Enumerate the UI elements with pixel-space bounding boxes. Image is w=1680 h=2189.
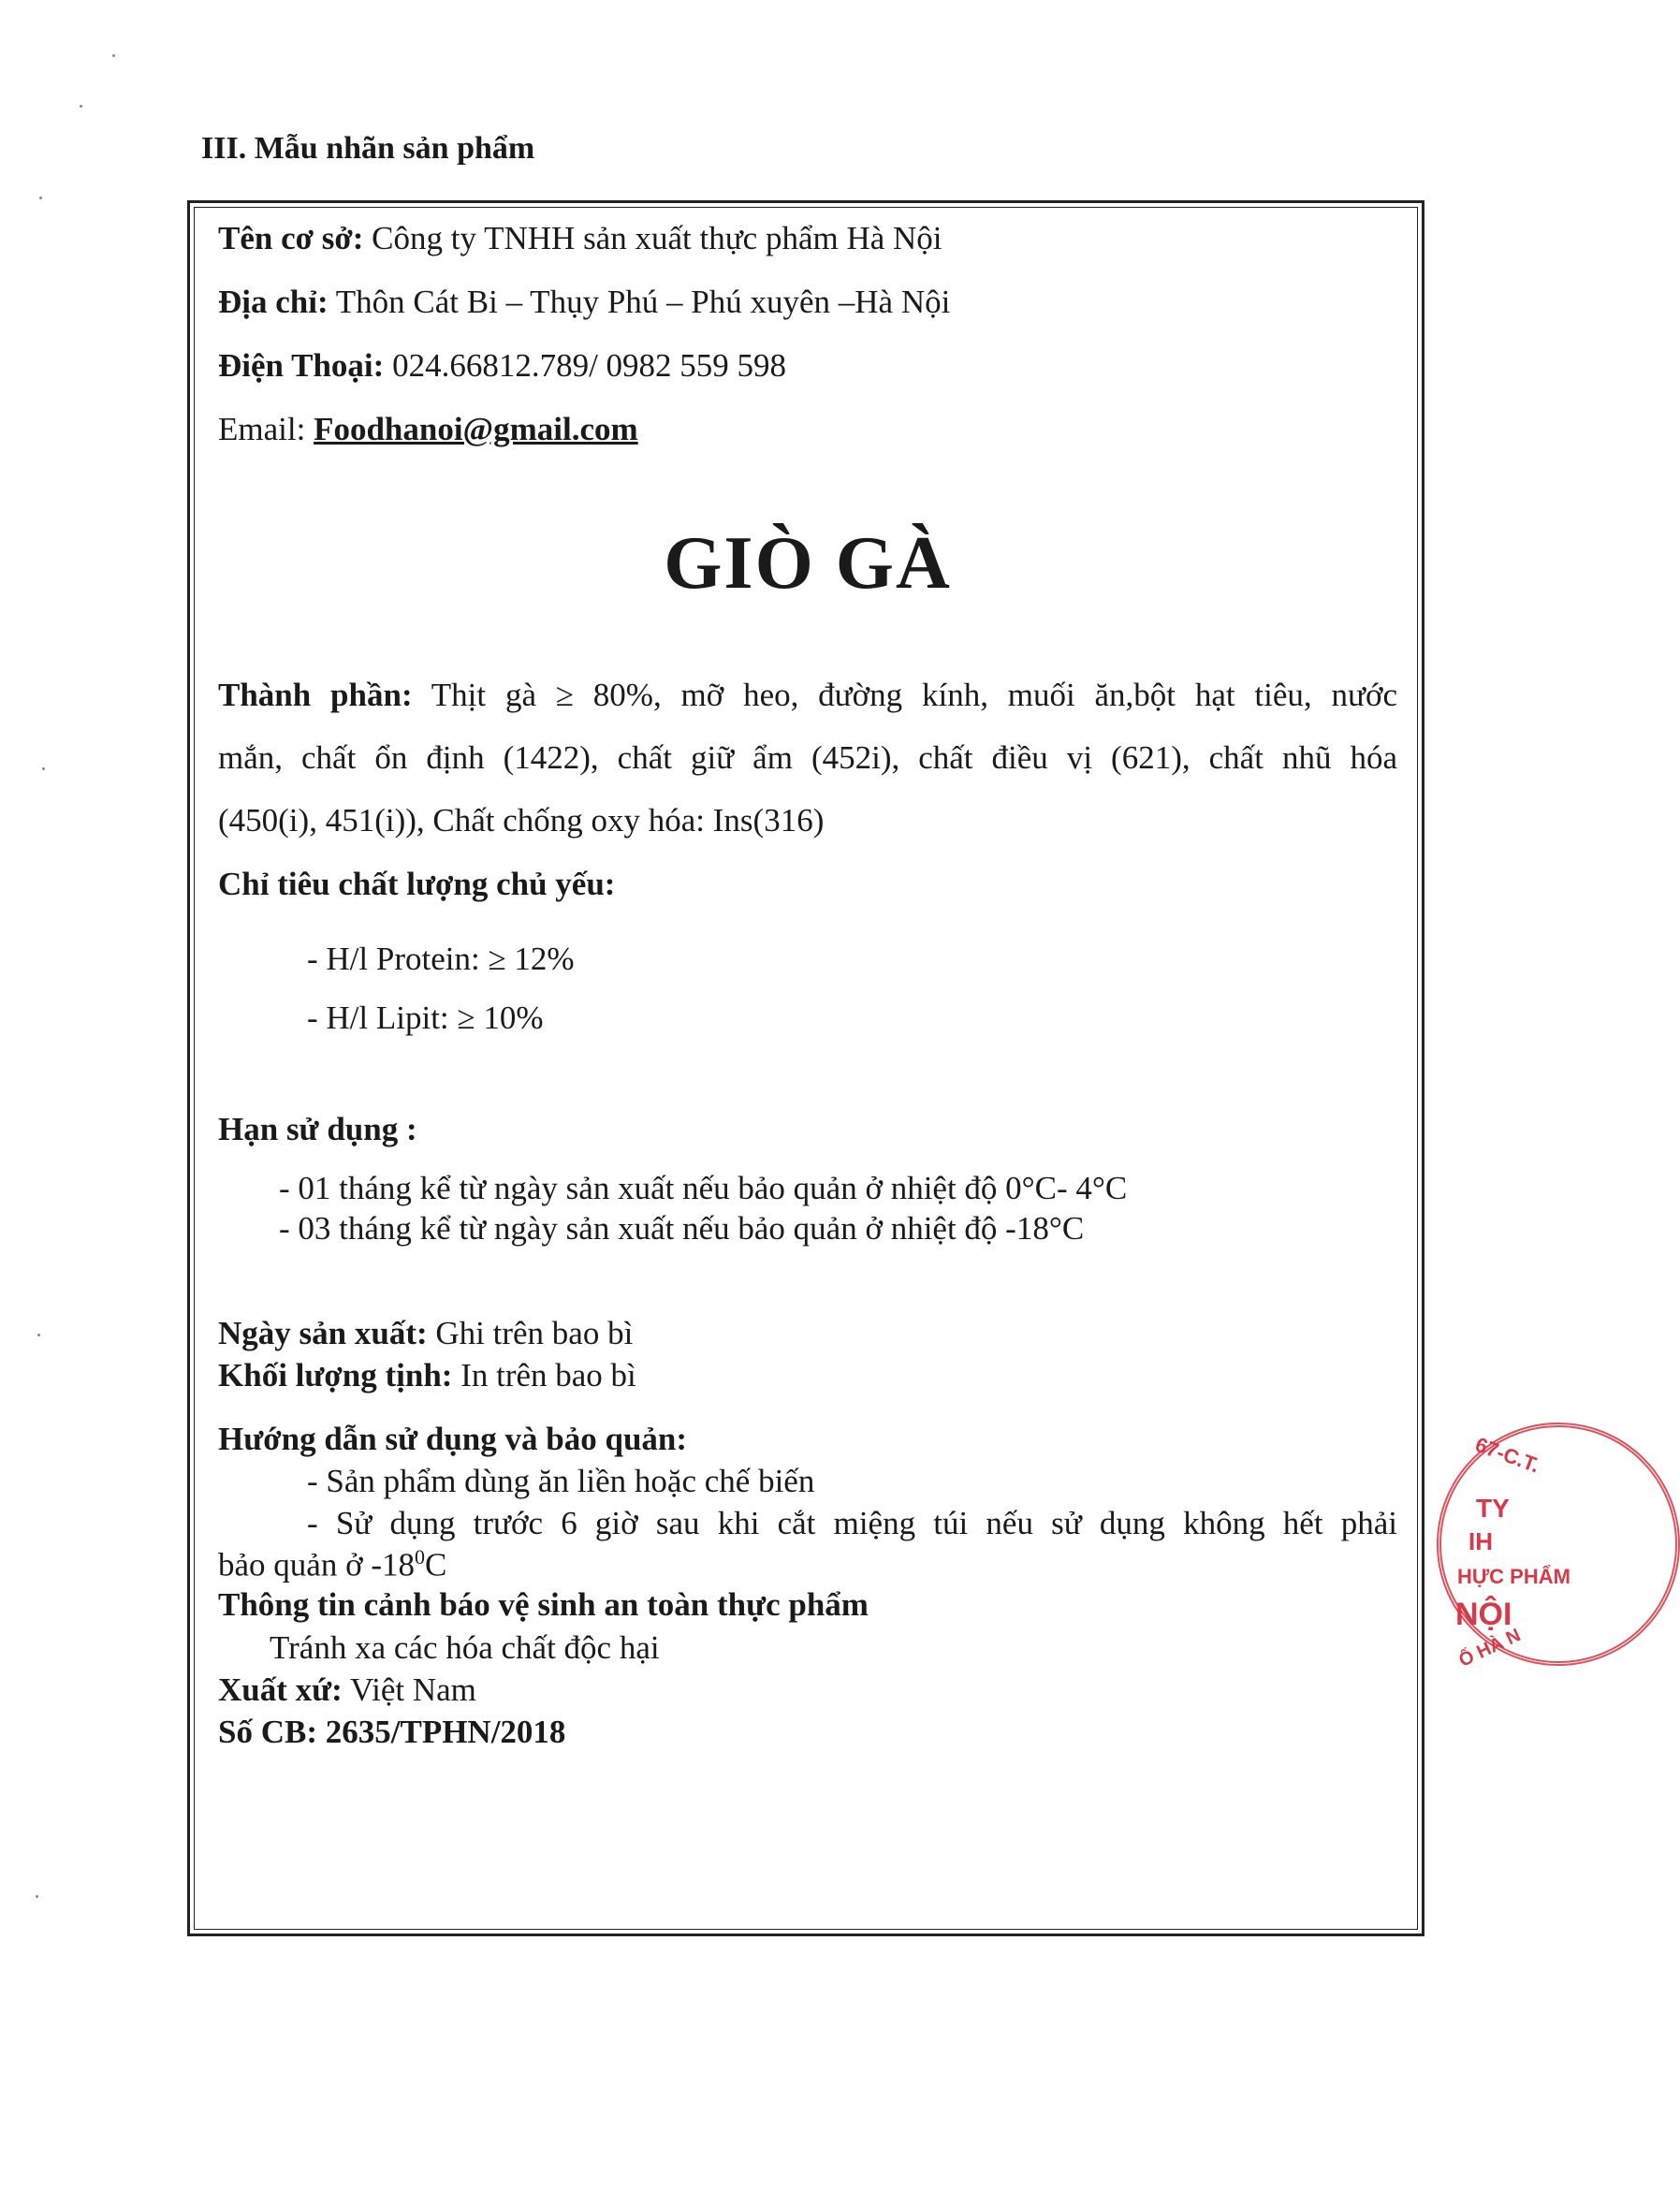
scan-speck [80,105,82,108]
shelf-life-label: Hạn sử dụng : [218,1111,417,1147]
usage-item-2-line-1: - Sử dụng trước 6 giờ sau khi cắt miệng túi nếu sử dụng không hết phải [307,1505,1397,1541]
production-date-label: Ngày sản xuất: [218,1315,428,1351]
phone-label: Điện Thoại: [218,347,385,384]
scan-speck [37,1334,40,1336]
scan-speck [36,1895,38,1898]
cert-line [218,1715,565,1748]
company-name-line [218,222,942,255]
scan-speck [112,54,115,57]
address-label: Địa chỉ: [218,284,329,320]
warning-label: Thông tin cảnh báo vệ sinh an toàn thực phẩm [218,1586,869,1623]
usage-item-2-unit: C [424,1546,447,1583]
stamp-text-2: TY [1476,1494,1510,1523]
net-weight-value: In trên bao bì [460,1357,636,1394]
scan-speck [42,767,45,770]
ingredients-text-1: Thịt gà ≥ 80%, mỡ heo, đường kính, muối ăn,bột hạt tiêu, nước [431,677,1397,713]
email-label: Email: [218,411,306,447]
net-weight-line [218,1359,636,1392]
usage-item-2-line-2 [218,1547,446,1582]
cert-value: 2635/TPHN/2018 [325,1714,566,1750]
product-name: GIÒ GÀ [664,522,952,605]
net-weight-label: Khối lượng tịnh: [218,1357,453,1394]
stamp-text-1: 67-C.T. [1472,1432,1543,1478]
production-date-line [218,1317,633,1350]
label-content [218,203,1397,1934]
shelf-life-item-1: - 01 tháng kể từ ngày sản xuất nếu bảo quản ở nhiệt độ 0°C- 4°C [279,1170,1128,1206]
stamp-text-6: Ố HÀ N [1455,1625,1525,1671]
stamp-text-3: IH [1468,1527,1493,1555]
email-line [218,413,638,445]
company-name-label: Tên cơ sở: [218,220,364,256]
origin-label: Xuất xứ: [218,1671,343,1708]
company-seal-stamp [1437,1423,1568,1675]
usage-item-2-text: bảo quản ở -18 [218,1546,415,1583]
phone-value: 024.66812.789/ 0982 559 598 [392,347,787,384]
degree-superscript: 0 [414,1545,425,1569]
usage-label: Hướng dẫn sử dụng và bảo quản: [218,1421,688,1457]
warning-value: Tránh xa các hóa chất độc hại [270,1629,660,1666]
ingredients-line-2: mắn, chất ổn định (1422), chất giữ ẩm (452i), chất điều vị (621), chất nhũ hóa [218,739,1397,776]
address-value: Thôn Cát Bi – Thụy Phú – Phú xuyên –Hà Nội [335,284,951,320]
quality-label: Chỉ tiêu chất lượng chủ yếu: [218,866,616,902]
origin-value: Việt Nam [349,1671,476,1708]
address-line [218,285,950,318]
ingredients-label: Thành phần: [218,677,413,713]
shelf-life-item-2: - 03 tháng kể từ ngày sản xuất nếu bảo quản ở nhiệt độ -18°C [279,1210,1085,1247]
quality-item-lipit: - H/l Lipit: ≥ 10% [307,1000,544,1036]
company-name-value: Công ty TNHH sản xuất thực phẩm Hà Nội [372,220,942,256]
ingredients-line-1 [218,679,1397,711]
origin-line [218,1673,476,1706]
stamp-text-4: HỰC PHẨM [1457,1565,1570,1588]
ingredients-line-3: (450(i), 451(i)), Chất chống oxy hóa: Ins(316) [218,802,825,839]
quality-item-protein: - H/l Protein: ≥ 12% [307,941,575,977]
section-title: III. Mẫu nhãn sản phẩm [201,131,535,166]
stamp-text-5: NỘI [1455,1597,1512,1632]
production-date-value: Ghi trên bao bì [435,1315,634,1351]
phone-line [218,349,786,382]
product-label-box [187,200,1424,1936]
scan-speck [39,197,42,199]
usage-item-1: - Sản phẩm dùng ăn liền hoặc chế biến [307,1463,815,1499]
cert-label: Số CB: [218,1714,317,1750]
email-link[interactable]: Foodhanoi@gmail.com [314,411,638,447]
